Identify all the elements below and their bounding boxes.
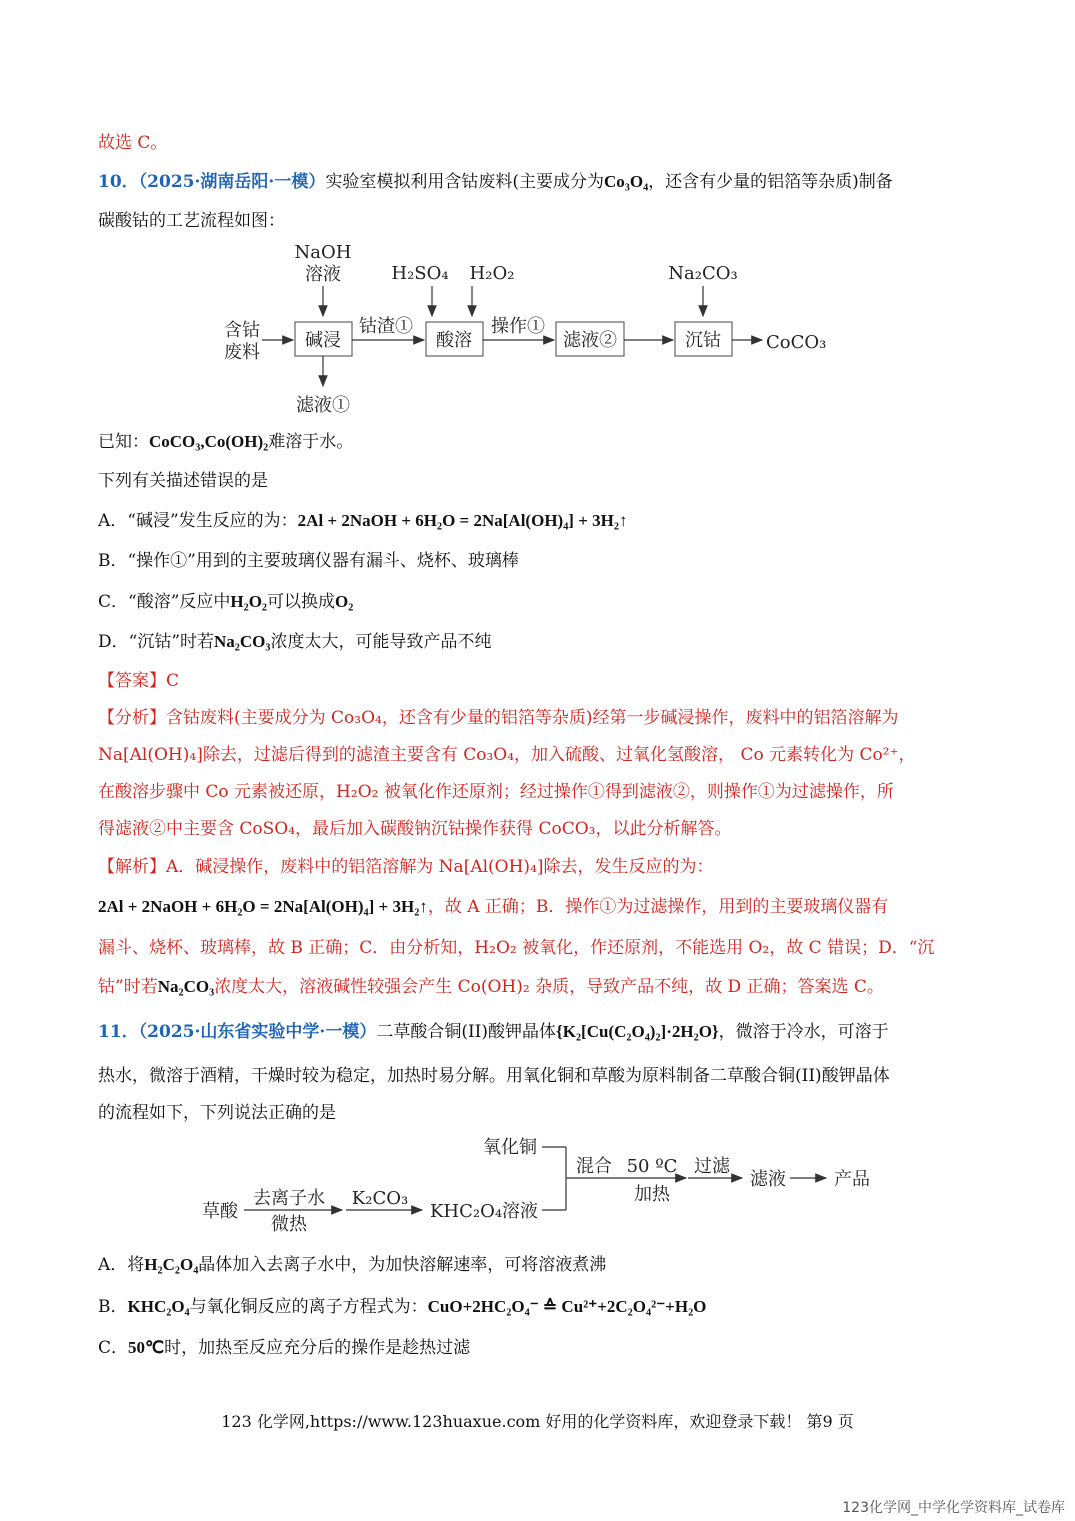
answer-value: C (166, 671, 180, 691)
explain-formula: Na₂CO₃ (157, 977, 215, 996)
explain-label: 【解析】 (98, 857, 166, 877)
q10-known (98, 430, 979, 454)
q10-source: （2025·湖南岳阳·一模） (138, 172, 326, 192)
q11-option-a-text2: 晶体加入去离子水中，为加快溶解速率，可将溶液煮沸 (198, 1255, 607, 1275)
q10-stem-line2: 碳酸钴的工艺流程如图： (98, 211, 285, 231)
heat-label: 加热 (634, 1184, 670, 1205)
q10-option-d (98, 630, 979, 654)
q11-option-b-formula: KHC₂O₄ (127, 1297, 190, 1316)
input-label-2: 废料 (224, 342, 260, 363)
analysis-label: 【分析】 (98, 708, 166, 728)
mix-label: 混合 (576, 1156, 612, 1177)
q10-analysis-line3: 在酸溶步骤中 Co 元素被还原，H₂O₂ 被氧化作还原剂；经过操作①得到滤液②，则操作①为过滤操作，所 (98, 782, 894, 802)
product-label: CoCO₃ (766, 332, 827, 353)
q11-option-a (98, 1253, 979, 1277)
q10-option-c-formula2: O₂ (335, 592, 354, 611)
q10-answer (98, 669, 979, 693)
q10-stem-formula: Co₃O₄ (603, 172, 649, 191)
q11-stem-line1 (98, 1020, 979, 1044)
q11-option-b (98, 1295, 979, 1319)
q10-flow-diagram (200, 236, 860, 421)
q11-option-c-formula: 50℃ (128, 1338, 165, 1357)
explain-text1: A．碱浸操作，废料中的铝箔溶解为 Na[Al(OH)₄]除去，发生反应的为： (166, 857, 714, 877)
analysis-text1: 含钴废料(主要成分为 Co₃O₄，还含有少量的铝箔等杂质)经第一步碱浸操作，废料中的铝箔溶解为 (166, 708, 899, 728)
q10-option-a (98, 509, 979, 533)
final-product-label: 产品 (834, 1169, 870, 1190)
previous-answer: 故选 C。 (98, 133, 168, 153)
q10-stem-line1 (98, 170, 979, 194)
q11-source: （2025·山东省实验中学·一模） (138, 1022, 377, 1042)
q10-option-a-text: A．“碱浸”发生反应的为： (98, 511, 298, 531)
explain-text2: ，故 A 正确；B．操作①为过滤操作，用到的主要玻璃仪器有 (427, 897, 889, 917)
q10-option-d-formula: Na₂CO₃ (214, 632, 271, 651)
explain-equation: 2Al + 2NaOH + 6H₂O = 2Na[Al(OH)₄] + 3H₂↑ (98, 897, 428, 916)
input-label-1: 含钴 (224, 320, 260, 341)
page-footer: 123 化学网,https://www.123huaxue.com 好用的化学资料库，欢迎登录下载！ 第9 页 (221, 1412, 854, 1431)
box-filtrate2-label: 滤液② (563, 330, 617, 351)
q10-explain-line2 (98, 895, 979, 919)
filtrate-label: 滤液 (750, 1169, 786, 1190)
arrow2-label: 操作① (491, 316, 545, 337)
answer-label: 【答案】 (98, 671, 166, 691)
q10-explain-line1 (98, 855, 979, 879)
h2o2-label: H₂O₂ (469, 263, 515, 284)
q10-option-c-text1: C．“酸溶”反应中 (98, 592, 231, 612)
cuo-label: 氧化铜 (483, 1137, 537, 1158)
q11-option-c-letter: C． (98, 1338, 129, 1358)
step1-top-label: 去离子水 (253, 1188, 325, 1209)
q10-option-c-text2: 可以换成 (267, 592, 336, 612)
q11-stem-line2: 热水，微溶于酒精，干燥时较为稳定，加热时易分解。用氧化铜和草酸为原料制备二草酸合铜(II)酸钾晶体 (98, 1066, 890, 1086)
q10-question: 下列有关描述错误的是 (98, 471, 268, 491)
temperature-label: 50 ºC (626, 1156, 678, 1177)
q10-analysis-line4: 得滤液②中主要含 CoSO₄，最后加入碳酸钠沉钴操作获得 CoCO₃，以此分析解答。 (98, 819, 732, 839)
explain-text4b: 浓度太大，溶液碱性较强会产生 Co(OH)₂ 杂质，导致产品不纯，故 D 正确；答案选 C。 (214, 977, 884, 997)
q11-stem-text1: 二草酸合铜(II)酸钾晶体 (376, 1022, 557, 1042)
q10-option-d-text2: 浓度太大，可能导致产品不纯 (270, 632, 492, 652)
watermark-text: 123化学网_中学化学资料库_试卷库 (842, 1500, 1065, 1516)
q10-option-d-text1: D．“沉钴”时若 (98, 632, 215, 652)
h2so4-label: H₂SO₄ (391, 263, 449, 284)
q10-option-c (98, 590, 979, 614)
q11-option-a-formula: H₂C₂O₄ (144, 1255, 199, 1274)
q10-analysis-line2: Na[Al(OH)₄]除去，过滤后得到的滤渣主要含有 Co₃O₄，加入硫酸、过氧化氢酸溶， Co 元素转化为 Co²⁺， (98, 745, 916, 765)
q11-stem-text2: ，微溶于冷水，可溶于 (718, 1022, 889, 1042)
arrow1-label: 钴渣① (359, 316, 413, 337)
step1-bottom-label: 微热 (271, 1214, 307, 1235)
q10-analysis-line1 (98, 706, 979, 730)
q10-stem-text2: ，还含有少量的铝箔等杂质)制备 (648, 172, 893, 192)
q11-option-c-text: 时，加热至反应充分后的操作是趁热过滤 (164, 1338, 471, 1358)
explain-text4a: 钴”时若 (98, 977, 158, 997)
q11-option-b-text: 与氧化铜反应的离子方程式为： (189, 1297, 428, 1317)
q11-flow-diagram (196, 1128, 886, 1240)
q10-explain-line3: 漏斗、烧杯、玻璃棒，故 B 正确；C．由分析知，H₂O₂ 被氧化，作还原剂，不能选用 O₂，故 C 错误；D．“沉 (98, 938, 935, 958)
q11-stem-formula: {K₂[Cu(C₂O₄)₂]·2H₂O} (556, 1022, 719, 1041)
k2co3-label: K₂CO₃ (351, 1188, 409, 1209)
oxalic-acid-label: 草酸 (202, 1201, 238, 1222)
filter-label: 过滤 (694, 1156, 730, 1177)
box-precipitate-label: 沉钴 (685, 330, 721, 351)
q11-option-b-letter: B． (98, 1297, 128, 1317)
q10-option-b: B．“操作①”用到的主要玻璃仪器有漏斗、烧杯、玻璃棒 (98, 551, 519, 571)
na2co3-label: Na₂CO₃ (668, 263, 738, 284)
known-formula: CoCO₃,Co(OH)₂ (149, 432, 269, 451)
known-text: 难溶于水。 (268, 432, 354, 452)
q10-explain-line4 (98, 975, 979, 999)
naoh-label: NaOH (294, 242, 352, 263)
box-alkali-leach-label: 碱浸 (305, 330, 341, 351)
known-label: 已知： (98, 432, 149, 452)
q11-option-a-text1: A．将 (98, 1255, 145, 1275)
q11-option-b-equation: CuO+2HC₂O₄⁻ ≙ Cu²⁺+2C₂O₄²⁻+H₂O (427, 1297, 707, 1316)
q11-option-c (98, 1336, 979, 1360)
q10-option-c-formula1: H₂O₂ (230, 592, 268, 611)
q11-number: 11． (98, 1022, 139, 1042)
box-acid-dissolve-label: 酸溶 (436, 330, 472, 351)
q10-option-a-equation: 2Al + 2NaOH + 6H₂O = 2Na[Al(OH)₄] + 3H₂↑ (297, 511, 628, 530)
q11-stem-line3: 的流程如下，下列说法正确的是 (98, 1103, 336, 1123)
naoh-solution-label: 溶液 (305, 264, 341, 285)
filtrate1-label: 滤液① (296, 395, 350, 416)
khc2o4-label: KHC₂O₄溶液 (429, 1201, 539, 1222)
q10-stem-text1: 实验室模拟利用含钴废料(主要成分为 (325, 172, 604, 192)
q10-number: 10． (98, 172, 139, 192)
